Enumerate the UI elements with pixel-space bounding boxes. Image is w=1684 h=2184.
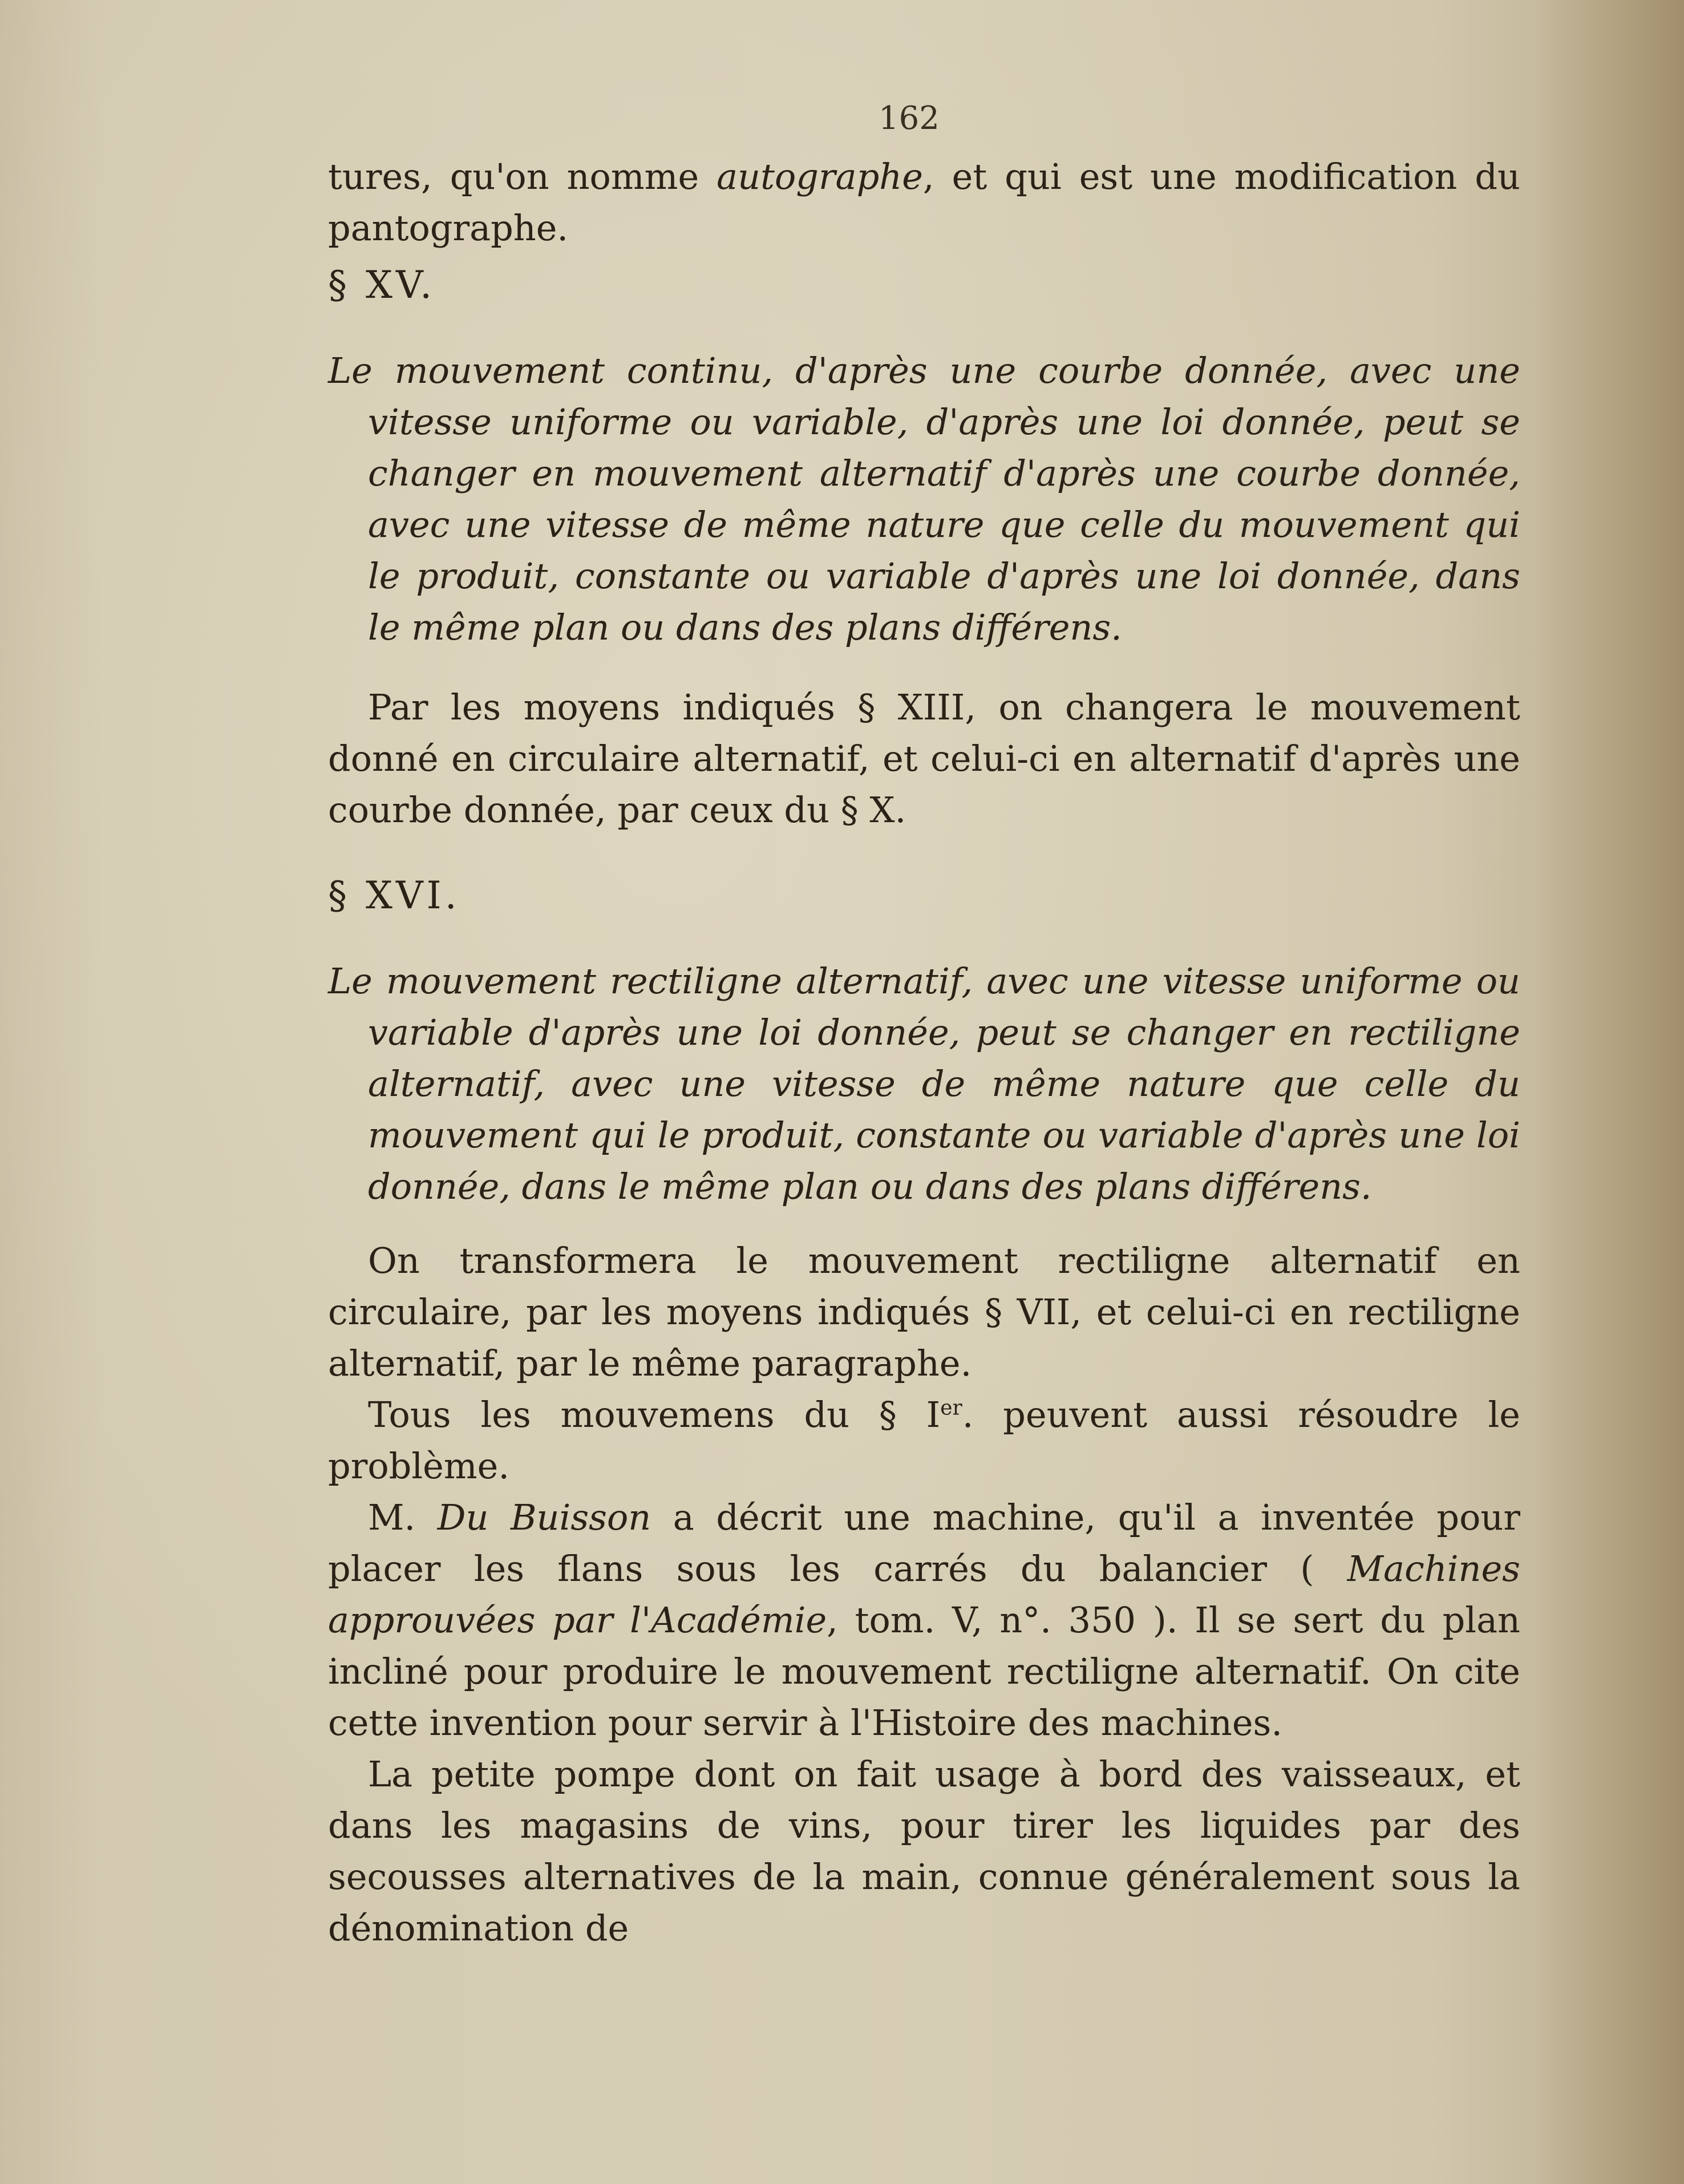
person-name: Du Buisson	[437, 1497, 651, 1538]
proposition-xvi: Le mouvement rectiligne alternatif, avec une vitesse uniforme ou variable d'après une loi donnée, peut se changer en rectiligne alternatif, avec une vitesse de même nature que celle du mouvement qui le produit, constante ou variable d'après une loi donnée, dans le même plan ou dans des plans différens.	[328, 960, 1520, 1207]
paragraph-xv: Par les moyens indiqués § XIII, on changera le mouvement donné en circulaire alternatif, et celui-ci en alternatif d'après une courbe donnée, par ceux du § X.	[328, 686, 1520, 831]
paragraph-xvi-4: La petite pompe dont on fait usage à bord des vaisseaux, et dans les magasins de vins, pour tirer les liquides par des secousses alternatives de la main, connue généralement sous la dénomination de	[328, 1753, 1520, 1949]
paragraph-xvi-3-end: , tom. V, n°. 350 ). Il se sert du plan incliné pour produire le mouvement rectiligne alternatif. On cite cette invention pour servir à l'Histoire des machines.	[328, 1599, 1520, 1744]
paragraph-xvi-3-start: M.	[368, 1497, 438, 1538]
continuation-paragraph	[328, 151, 1520, 254]
gutter-shadow	[1536, 0, 1684, 2184]
paragraph-xvi-2-text: Tous les mouvemens du § I	[368, 1394, 941, 1435]
section-heading-xvi: § XVI.	[328, 873, 460, 917]
page-number: 162	[879, 100, 940, 137]
continuation-text-2: , et qui est une modification du pantographe.	[328, 156, 1520, 249]
paragraph-xvi-2	[328, 1389, 1520, 1492]
paragraph-xvi-3-middle: a décrit une machine, qu'il a inventée pour placer les flans sous les carrés du balancier (	[328, 1497, 1521, 1590]
continuation-italic: autographe	[716, 156, 923, 197]
paragraph-xvi-1: On transformera le mouvement rectiligne alternatif en circulaire, par les moyens indiqués § VII, et celui-ci en rectiligne alternatif, par le même paragraphe.	[328, 1240, 1520, 1384]
proposition-xv: Le mouvement continu, d'après une courbe donnée, avec une vitesse uniforme ou variable, d'après une loi donnée, peut se changer en mouvement alternatif d'après une courbe donnée, avec une vitesse de même nature que celle du mouvement qui le produit, constante ou variable d'après une loi donnée, dans le même plan ou dans des plans différens.	[328, 350, 1520, 648]
reference-title: Machines approuvées par l'Académie	[328, 1548, 1520, 1641]
superscript-er: er	[940, 1396, 962, 1420]
continuation-text-1: tures, qu'on nomme	[328, 156, 717, 197]
paragraph-xvi-3	[328, 1492, 1520, 1749]
section-heading-xv: § XV.	[328, 263, 436, 307]
paragraph-xvi-2-end: . peuvent aussi résoudre le problème.	[328, 1394, 1520, 1487]
text-block	[328, 97, 1520, 1954]
